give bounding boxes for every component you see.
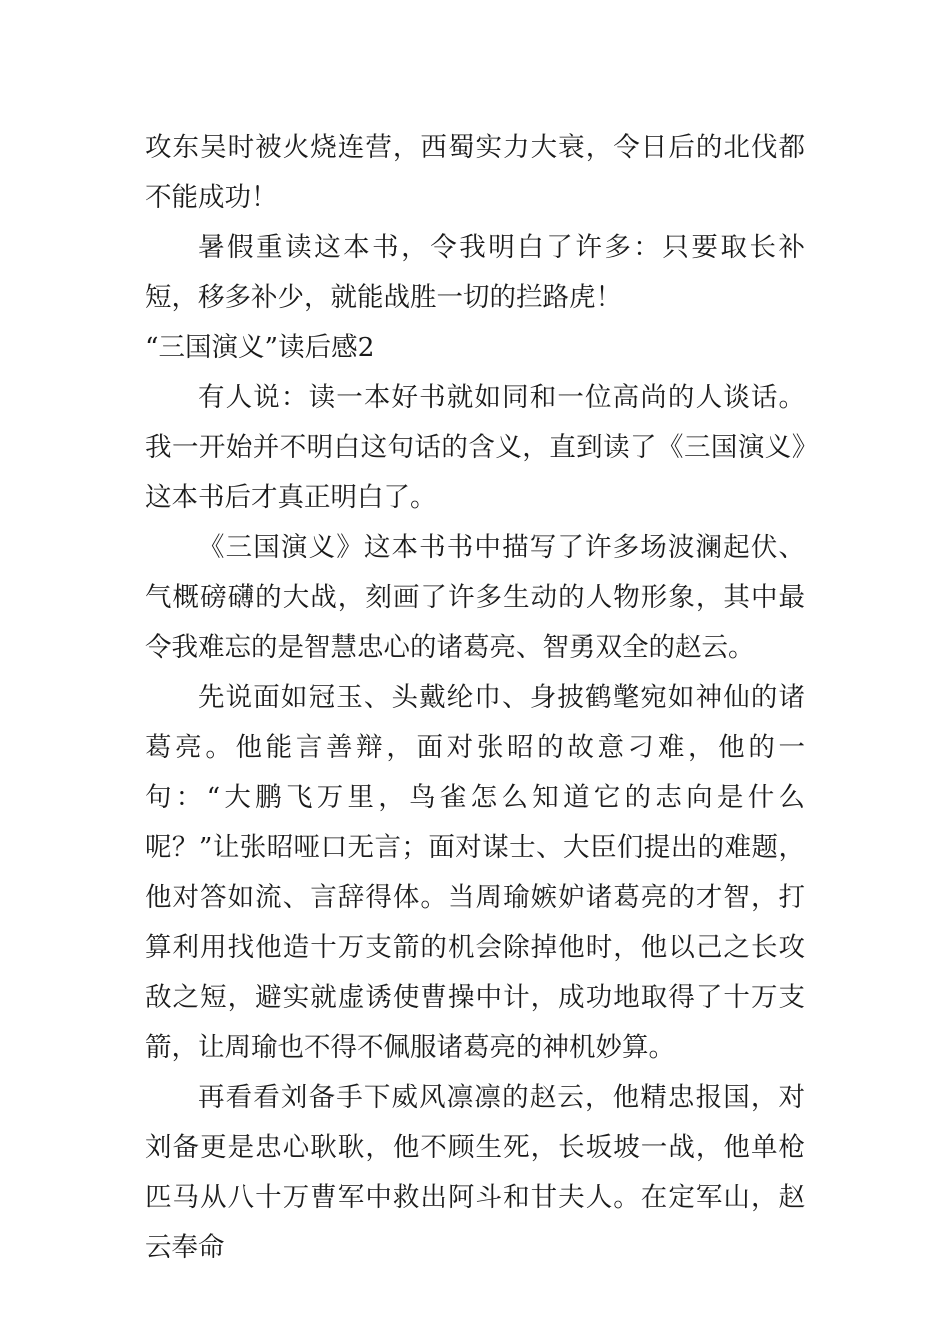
paragraph-continuation: 攻东吴时被火烧连营，西蜀实力大衰，令日后的北伐都不能成功！ — [145, 132, 805, 213]
paragraph: 再看看刘备手下威风凛凛的赵云，他精忠报国，对刘备更是忠心耿耿，他不顾生死，长坂坡一战，他单枪匹马从八十万曹军中救出阿斗和甘夫人。在定军山，赵云奉命 — [145, 1082, 805, 1263]
paragraph: 有人说：读一本好书就如同和一位高尚的人谈话。我一开始并不明白这句话的含义，直到读了《三国演义》这本书后才真正明白了。 — [145, 382, 805, 513]
document-body — [145, 123, 805, 1273]
section-heading: “三国演义”读后感2 — [145, 332, 375, 363]
paragraph: 暑假重读这本书，令我明白了许多：只要取长补短，移多补少，就能战胜一切的拦路虎！ — [145, 232, 805, 313]
paragraph: 先说面如冠玉、头戴纶巾、身披鹤氅宛如神仙的诸葛亮。他能言善辩，面对张昭的故意刁难，他的一句：“大鹏飞万里，鸟雀怎么知道它的志向是什么呢？”让张昭哑口无言；面对谋士、大臣们提出的难题，他对答如流、言辞得体。当周瑜嫉妒诸葛亮的才智，打算利用找他造十万支箭的机会除掉他时，他以己之长攻敌之短，避实就虚诱使曹操中计，成功地取得了十万支箭，让周瑜也不得不佩服诸葛亮的神机妙算。 — [145, 682, 805, 1063]
paragraph: 《三国演义》这本书书中描写了许多场波澜起伏、气概磅礴的大战，刻画了许多生动的人物形象，其中最令我难忘的是智慧忠心的诸葛亮、智勇双全的赵云。 — [145, 532, 805, 663]
